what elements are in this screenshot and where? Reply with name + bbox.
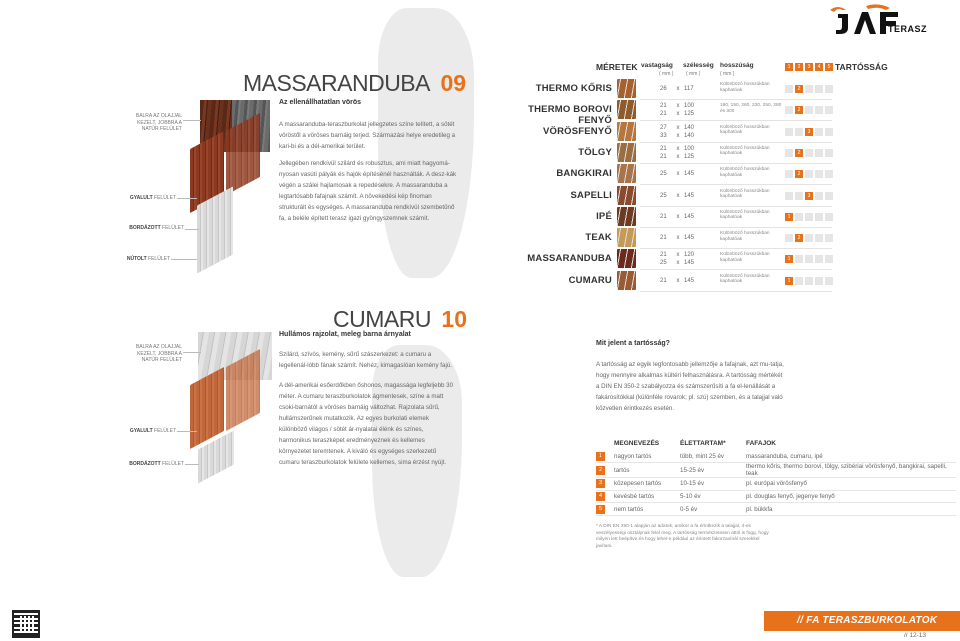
logo-brand-text: TERASZ	[888, 24, 927, 34]
level-species: thermo kőris, thermo borovi, tölgy, szibériai vörösfenyő, bangkirai, sapelli, teak	[746, 463, 956, 478]
wood-swatch	[617, 122, 636, 141]
level-badge: 5	[596, 505, 605, 514]
col-elettartam: ÉLETTARTAM*	[680, 440, 726, 447]
header-szelesseg: szélesség	[683, 62, 714, 69]
width-value: 125	[684, 153, 695, 160]
durability-level-2: 2	[795, 63, 803, 71]
level-badge: 4	[596, 492, 605, 501]
felulet-word: FELÜLET	[154, 195, 176, 201]
width-value: 117	[684, 86, 694, 92]
qr-overlay	[18, 616, 34, 632]
dimension-line	[660, 251, 704, 259]
durability-box	[825, 149, 833, 157]
row-length: Különböző hosszúkban kaphatóak	[720, 231, 770, 242]
durability-box: 2	[795, 149, 803, 157]
width-value: 100	[684, 145, 695, 152]
row-divider	[640, 120, 832, 121]
massaranduba-subtitle: Az ellenállhatatlan vörös	[279, 99, 362, 106]
row-divider	[640, 227, 832, 228]
durability-box	[815, 234, 823, 242]
durability-box	[805, 234, 813, 242]
cumaru-title: CUMARU	[333, 306, 431, 332]
row-name: VÖRÖSFENYŐ	[542, 125, 612, 137]
width-value: 145	[684, 260, 695, 267]
durability-box: 3	[805, 128, 813, 136]
massaranduba-para1: A massaranduba-teraszburkolat jellegzetes színe telített, a sötét vöröstől a vöröses barnáig terjed. Származási helye eredetileg a kari-bi és a dél-amerikai terület.	[279, 121, 456, 150]
durability-box	[785, 106, 793, 114]
wood-swatch	[617, 228, 636, 247]
table-row	[596, 503, 956, 516]
row-name: BANGKIRAI	[556, 168, 612, 180]
page-numbers: // 12-13	[904, 632, 927, 639]
thickness-value: 25	[660, 260, 667, 267]
cumaru-number: 10	[441, 306, 467, 332]
level-cell	[596, 450, 614, 463]
header-hosszusag-unit: ( mm )	[720, 71, 735, 77]
dimension-line	[660, 259, 704, 267]
width-value: 100	[684, 103, 695, 110]
row-name: SAPELLI	[570, 189, 612, 201]
durability-box	[815, 277, 823, 285]
durability-box	[825, 213, 833, 221]
row-length: Különböző hosszúkban kaphatóak	[720, 188, 770, 199]
level-lifetime: több, mint 25 év	[680, 450, 746, 463]
massaranduba-label-top: BALRA AZ OLAJJAL KEZELT, JOBBRA A NATÚR FELÜLET	[135, 113, 182, 132]
durability-box: 2	[795, 85, 803, 93]
durability-box	[795, 213, 803, 221]
cumaru-label-gyalult	[120, 428, 176, 435]
width-value: 145	[684, 213, 695, 220]
row-durability	[785, 192, 833, 200]
durability-box	[805, 255, 813, 263]
durability-box	[805, 277, 813, 285]
level-lifetime: 5-10 év	[680, 490, 746, 503]
row-name: CUMARU	[568, 274, 612, 286]
row-length: Különböző hosszúkban kaphatóak	[720, 145, 770, 157]
dimension-line	[660, 170, 704, 178]
durability-level-4: 4	[815, 63, 823, 71]
row-length: Különböző hosszúkban kaphatóak	[720, 124, 770, 136]
felulet-word: FELÜLET	[148, 256, 170, 262]
durability-table	[596, 440, 956, 516]
row-divider	[640, 163, 832, 164]
leader-line	[171, 259, 197, 260]
durability-box	[815, 106, 823, 114]
level-lifetime: 10-15 év	[680, 478, 746, 491]
row-durability	[785, 213, 833, 221]
massaranduba-label-bordazott	[120, 225, 184, 232]
footer-brand-bar	[764, 611, 960, 631]
row-durability	[785, 149, 833, 157]
durability-box	[825, 277, 833, 285]
info-title: Mit jelent a tartósság?	[596, 340, 670, 347]
times-sign: x	[676, 124, 680, 131]
thickness-value: 26	[660, 86, 667, 92]
leader-line	[185, 464, 199, 465]
leader-line	[177, 198, 197, 199]
durability-box	[825, 234, 833, 242]
level-species: pl. európai vörösfenyő	[746, 478, 956, 491]
header-szelesseg-unit: ( mm )	[686, 71, 701, 77]
row-durability	[785, 234, 833, 242]
row-divider	[640, 142, 832, 143]
times-sign: x	[676, 153, 680, 160]
width-value: 120	[684, 252, 695, 259]
massaranduba-title: MASSARANDUBA	[243, 70, 430, 96]
level-badge: 3	[596, 479, 605, 488]
durability-box	[805, 213, 813, 221]
level-name: közepesen tartós	[614, 478, 680, 491]
row-durability	[785, 85, 833, 93]
times-sign: x	[676, 111, 680, 118]
durability-box	[815, 128, 823, 136]
durability-box	[785, 234, 793, 242]
header-hosszusag: hosszúság	[720, 62, 754, 69]
durability-box	[785, 85, 793, 93]
wood-swatch	[617, 271, 636, 290]
dimension-line	[660, 234, 704, 242]
massaranduba-label-gyalult	[120, 195, 176, 202]
width-value: 145	[684, 171, 695, 178]
durability-box: 1	[785, 213, 793, 221]
table-row	[596, 490, 956, 503]
times-sign: x	[676, 192, 680, 199]
row-name: TEAK	[585, 232, 612, 244]
jaf-logo	[828, 4, 938, 36]
row-length: 180, 150, 260, 230, 250, 280 és 300	[720, 103, 782, 114]
row-name: IPÉ	[596, 210, 612, 222]
row-divider	[640, 291, 832, 292]
dimension-line	[660, 145, 704, 153]
table-row	[596, 478, 956, 491]
row-dimensions	[660, 277, 704, 285]
level-cell	[596, 478, 614, 491]
times-sign: x	[676, 86, 680, 92]
dimension-line	[660, 102, 704, 110]
row-durability	[785, 170, 833, 178]
row-dimensions	[660, 102, 704, 118]
row-divider	[640, 99, 832, 100]
durability-box	[815, 213, 823, 221]
times-sign: x	[676, 260, 680, 267]
gyalult-word: GYALULT	[129, 195, 153, 201]
dimension-line	[660, 124, 704, 132]
nutolt-word: NÚTOLT	[126, 256, 147, 262]
durability-box	[825, 106, 833, 114]
dimension-line	[660, 192, 704, 200]
bordazott-word: BORDÁZOTT	[129, 461, 161, 467]
dimension-line	[660, 153, 704, 161]
durability-box	[795, 277, 803, 285]
dimension-line	[660, 132, 704, 140]
row-length: Különböző hosszúkban kaphatóak	[720, 273, 770, 285]
level-species: pl. douglas fenyő, jegenye fenyő	[746, 490, 956, 503]
row-divider	[640, 248, 832, 249]
wood-swatch	[617, 207, 636, 226]
row-durability	[785, 255, 833, 263]
durability-box	[815, 149, 823, 157]
leader-line	[185, 229, 199, 230]
durability-level-5: 5	[825, 63, 833, 71]
row-dimensions	[660, 192, 704, 200]
thickness-value: 21	[660, 252, 667, 259]
times-sign: x	[676, 252, 680, 259]
cumaru-heading	[333, 306, 467, 333]
row-name: THERMO BOROVI FENYŐ	[528, 104, 612, 127]
durability-box: 3	[805, 192, 813, 200]
durability-box	[805, 149, 813, 157]
width-value: 140	[684, 124, 695, 131]
times-sign: x	[676, 132, 680, 139]
dimension-line	[660, 110, 704, 118]
thickness-value: 21	[660, 111, 667, 118]
dimension-line	[660, 213, 704, 221]
times-sign: x	[676, 103, 680, 110]
row-name: MASSARANDUBA	[527, 253, 612, 265]
times-sign: x	[676, 171, 680, 178]
info-footnote: * A DIN EN 350-1 alapján az adatok, amikor a fa érintkezik a talajjal, 4-es veszélyességi osztálynak felel meg. A tartósság természetesen attól is függ, hogy milyen lett beépítve és hogy lehet-e például az érintett fakorzavínál szerekkel javítani.	[596, 524, 769, 549]
bordazott-word: BORDÁZOTT	[129, 225, 161, 231]
row-dimensions	[660, 124, 704, 140]
row-dimensions	[660, 145, 704, 161]
durability-box	[825, 192, 833, 200]
leader-line	[183, 352, 201, 353]
thickness-value: 21	[660, 213, 667, 220]
header-tartossag: TARTÓSSÁG	[835, 62, 888, 72]
thickness-value: 33	[660, 132, 667, 139]
level-cell	[596, 503, 614, 516]
durability-box	[795, 128, 803, 136]
level-name: nem tartós	[614, 503, 680, 516]
massaranduba-label-nutolt	[110, 256, 170, 263]
cumaru-para1: Szilárd, szívós, kemény, sűrű szászerkezet: a cumaru a legellenál-lóbb fának számít. Nehéz, kimagaslóan kemény fajú.	[279, 351, 452, 369]
level-name: nagyon tartós	[614, 450, 680, 463]
cumaru-label-bordazott	[120, 461, 184, 468]
col-megnevezes: MEGNEVEZÉS	[614, 440, 660, 447]
leader-line	[177, 431, 197, 432]
wood-swatch	[617, 143, 636, 162]
durability-box: 2	[795, 170, 803, 178]
row-length: Különböző hosszúkban kaphatóak	[720, 252, 770, 263]
wood-swatch	[617, 186, 636, 205]
width-value: 145	[684, 192, 695, 199]
row-dimensions	[660, 251, 704, 267]
level-species: massaranduba, cumaru, ipé	[746, 450, 956, 463]
level-cell	[596, 490, 614, 503]
dimension-line	[660, 277, 704, 285]
durability-box	[785, 149, 793, 157]
wood-swatch	[617, 79, 636, 98]
thickness-value: 21	[660, 235, 667, 242]
row-dimensions	[660, 170, 704, 178]
durability-box	[785, 170, 793, 178]
cumaru-subtitle: Hullámos rajzolat, meleg barna árnyalat	[279, 331, 411, 338]
felulet-word: FELÜLET	[162, 225, 184, 231]
durability-box	[805, 170, 813, 178]
level-cell	[596, 463, 614, 478]
thickness-value: 21	[660, 153, 667, 160]
thickness-value: 21	[660, 103, 667, 110]
row-dimensions	[660, 234, 704, 242]
durability-level-1: 1	[785, 63, 793, 71]
durability-box	[795, 192, 803, 200]
durability-box	[785, 128, 793, 136]
durability-box	[815, 192, 823, 200]
massaranduba-para2: Jellegében rendkívül szilárd és robusztus, ami miatt hagyomá-nyosan vasúti pályák és hajók építésénél használták. A desz-kák végén a szálei hajlamosak a repedésekre. A massaranduba a legtartósabb fafajnak számít. A növekedési kép finoman strukturált és egységes. A massaranduba rendkívül szembetűnő fa, a beléle épített terasz igazi gyöngyszemnek számít.	[279, 160, 457, 222]
cumaru-board-oiled	[190, 367, 224, 449]
qr-code[interactable]	[12, 610, 40, 638]
col-number	[596, 440, 614, 450]
durability-level-3: 3	[805, 63, 813, 71]
level-name: tartós	[614, 463, 680, 478]
level-lifetime: 0-5 év	[680, 503, 746, 516]
width-value: 140	[684, 132, 695, 139]
wood-swatch	[617, 249, 636, 268]
durability-box: 2	[795, 234, 803, 242]
durability-box	[825, 255, 833, 263]
cumaru-para2: A dél-amerikai esőerdőkben őshonos, magassága legfeljebb 30 méter. A cumaru teraszburkolatok ágmentesek, színe a matt csoki-barnától a vöröses barnáig változhat. Rajzolata sűrű, hullámszerűnek mutatkozik. Az egyes burkolati elemek különböző világos / sötét ár-nyalatai élénk és színes, harmonikus teraszképet eredményeznek és kellemes környezetet teremtenek. A kiváló és egységes szerkezetű cumaru teraszburkolatok felülete kellemes, sima érzést nyújt.	[279, 382, 454, 466]
massaranduba-heading	[243, 70, 466, 97]
felulet-word: FELÜLET	[154, 428, 176, 434]
times-sign: x	[676, 213, 680, 220]
width-value: 125	[684, 111, 695, 118]
header-vastagsag: vastagság	[641, 62, 673, 69]
row-name: TÖLGY	[578, 146, 612, 158]
durability-box	[815, 255, 823, 263]
row-durability	[785, 106, 833, 114]
level-badge: 1	[596, 452, 605, 461]
footer-brand: // FA TERASZBURKOLATOK	[797, 615, 938, 626]
durability-table-body	[596, 450, 956, 515]
times-sign: x	[676, 235, 680, 242]
durability-box	[805, 106, 813, 114]
row-name: THERMO KŐRIS	[535, 83, 612, 94]
row-durability	[785, 128, 833, 136]
durability-box	[825, 128, 833, 136]
row-divider	[640, 269, 832, 270]
row-length: Különböző hosszúkban kaphatóak	[720, 167, 770, 178]
durability-box	[825, 85, 833, 93]
times-sign: x	[676, 145, 680, 152]
level-badge: 2	[596, 466, 605, 475]
durability-box	[825, 170, 833, 178]
durability-box: 1	[785, 255, 793, 263]
row-length: Különböző hosszúkban kaphatóak	[720, 82, 770, 93]
row-durability	[785, 277, 833, 285]
times-sign: x	[676, 277, 680, 284]
col-fafajok: FAFAJOK	[746, 440, 776, 447]
durability-box: 1	[785, 277, 793, 285]
thickness-value: 25	[660, 171, 667, 178]
table-row	[596, 450, 956, 463]
durability-box	[815, 85, 823, 93]
row-length: Különböző hosszúkban kaphatóak	[720, 209, 770, 221]
header-durability-scale	[785, 63, 833, 71]
durability-box	[815, 170, 823, 178]
massaranduba-number: 09	[440, 70, 467, 96]
level-name: kevésbé tartós	[614, 490, 680, 503]
leader-line	[183, 120, 201, 121]
thickness-value: 27	[660, 124, 667, 131]
durability-table-header	[596, 440, 956, 450]
wood-swatch	[617, 100, 636, 119]
thickness-value: 25	[660, 192, 667, 199]
row-divider	[640, 184, 832, 185]
wood-swatch	[617, 164, 636, 183]
width-value: 145	[684, 235, 695, 242]
dimension-line	[660, 85, 704, 93]
row-dimensions	[660, 85, 704, 93]
felulet-word: FELÜLET	[162, 461, 184, 467]
thickness-value: 21	[660, 277, 667, 284]
header-meretek: MÉRETEK	[596, 62, 638, 72]
durability-box	[785, 192, 793, 200]
header-vastagsag-unit: ( mm )	[659, 71, 674, 77]
width-value: 145	[684, 277, 695, 284]
table-row	[596, 463, 956, 478]
level-lifetime: 15-25 év	[680, 463, 746, 478]
row-divider	[640, 206, 832, 207]
row-dimensions	[660, 213, 704, 221]
durability-box: 2	[795, 106, 803, 114]
cumaru-label-top: BALRA AZ OLAJJAL KEZELT, JOBBRA A NATÚR FELÜLET	[135, 344, 182, 363]
gyalult-word: GYALULT	[129, 428, 153, 434]
durability-box	[795, 255, 803, 263]
level-species: pl. bükkfa	[746, 503, 956, 516]
thickness-value: 21	[660, 145, 667, 152]
info-text: A tartósság az egyik legfontosabb jellemzője a fafajnak, azt mu-tatja, hogy mennyire alkalmas kültéri felhasználásra. A tartósság mértékét a DIN EN 350-2 szabályozza és számszerűsíti a fa el-lenállását a fakárosítókkal (különféle rovarok; pl. szú) szemben, és a talajjal való közvetlen érintkezés esetén.	[596, 361, 784, 412]
durability-box	[805, 85, 813, 93]
